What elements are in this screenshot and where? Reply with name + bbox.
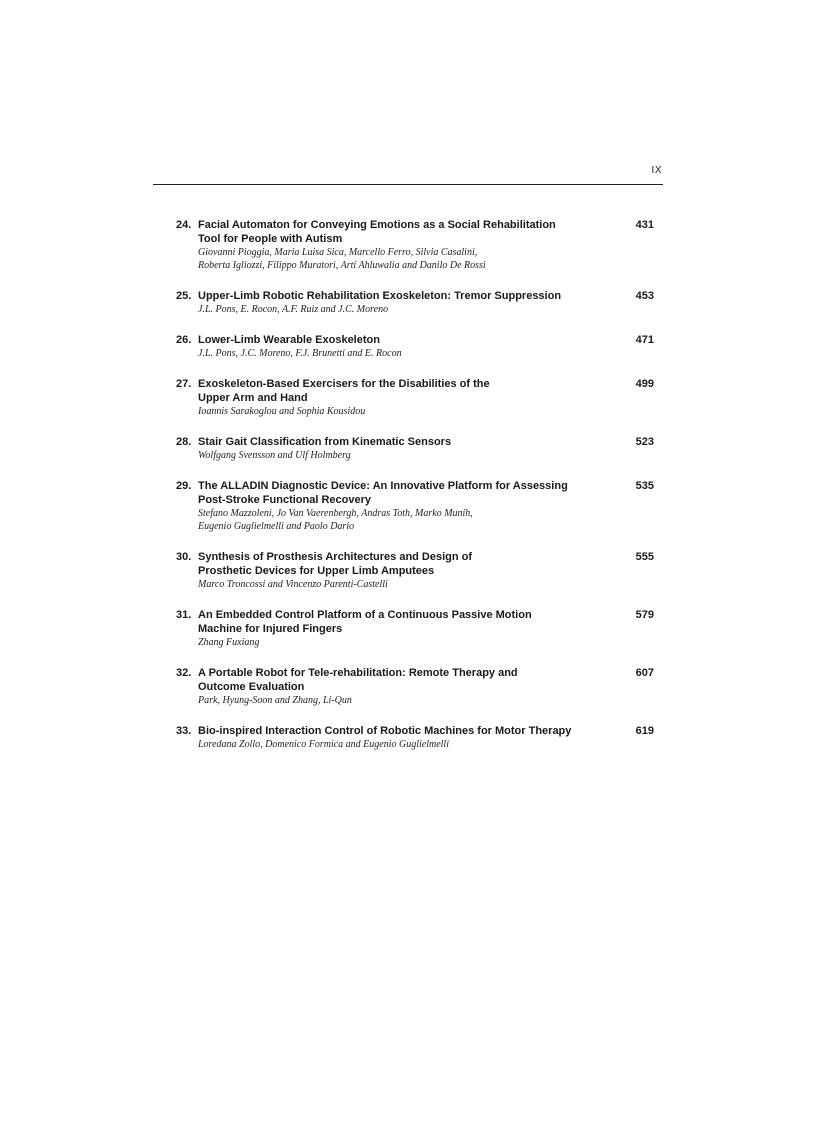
toc-entry-title (176, 333, 626, 347)
toc-entry-number: 27. (176, 378, 192, 390)
toc-entry-author-line: Wolfgang Svensson and Ulf Holmberg (198, 450, 351, 461)
toc-entry-title-text: Upper Arm and Hand (198, 392, 308, 404)
toc-entry-title-line (176, 622, 626, 636)
toc-entry-title (176, 218, 626, 246)
toc-entry-title (176, 666, 626, 694)
toc-entry-author-line: Giovanni Pioggia, Maria Luisa Sica, Marcello Ferro, Silvia Casalini, (198, 247, 478, 258)
toc-entry-title-line (176, 218, 626, 232)
toc-entry-number: 30. (176, 551, 192, 563)
toc-entry-page-number: 499 (635, 378, 654, 390)
toc-entry-page-number: 431 (635, 219, 654, 231)
toc-entry-authors (176, 578, 658, 591)
toc-entry-author-line: Roberta Igliozzi, Filippo Muratori, Arti Ahluwalia and Danilo De Rossi (198, 260, 486, 271)
toc-entry-title-line (176, 608, 626, 622)
toc-entry-title-line (176, 493, 626, 507)
toc-entry-page-number: 607 (635, 667, 654, 679)
toc-entry[interactable] (176, 666, 658, 707)
toc-entry-page-number: 523 (635, 436, 654, 448)
toc-entry-title-line (176, 232, 626, 246)
header-rule (153, 184, 663, 185)
toc-entry[interactable] (176, 479, 658, 533)
toc-entry-author-line: J.L. Pons, J.C. Moreno, F.J. Brunetti and E. Rocon (198, 348, 402, 359)
toc-entry-page-number: 453 (635, 290, 654, 302)
toc-entry-number: 24. (176, 219, 192, 231)
toc-entry-title-line (176, 377, 626, 391)
toc-entry-title (176, 435, 626, 449)
toc-entry-title-text: Synthesis of Prosthesis Architectures and Design of (198, 551, 473, 563)
toc-entry-title (176, 377, 626, 405)
toc-entry-author-line: J.L. Pons, E. Rocon, A.F. Ruiz and J.C. Moreno (198, 304, 389, 315)
toc-entry-title-text: Tool for People with Autism (198, 233, 343, 245)
toc-entry-author-line: Stefano Mazzoleni, Jo Van Vaerenbergh, Andras Toth, Marko Munih, (198, 508, 473, 519)
toc-entry-title-line (176, 289, 626, 303)
toc-entry[interactable] (176, 550, 658, 591)
toc-entry-author-line: Ioannis Sarakoglou and Sophia Kousidou (198, 406, 366, 417)
toc-entry-title-text: Prosthetic Devices for Upper Limb Amputees (198, 565, 435, 577)
toc-entry-author-line: Zhang Fuxiang (198, 637, 260, 648)
toc-entry-authors (176, 738, 658, 751)
toc-entry[interactable] (176, 724, 658, 751)
toc-entry-number: 32. (176, 667, 192, 679)
toc-entry[interactable] (176, 608, 658, 649)
toc-entry-title-text: An Embedded Control Platform of a Continuous Passive Motion (198, 609, 532, 621)
toc-entry-title-text: Stair Gait Classification from Kinematic Sensors (198, 436, 452, 448)
toc-entry-authors (176, 507, 658, 533)
toc-entry-page-number: 619 (635, 725, 654, 737)
toc-entry-title-text: Facial Automaton for Conveying Emotions as a Social Rehabilitation (198, 219, 556, 231)
toc-entry[interactable] (176, 218, 658, 272)
toc-entry-page-number: 579 (635, 609, 654, 621)
toc-entry-title-text: Post-Stroke Functional Recovery (198, 494, 371, 506)
toc-entry-title-text: Outcome Evaluation (198, 681, 305, 693)
toc-entry-number: 25. (176, 290, 192, 302)
toc-entry-title (176, 289, 626, 303)
toc-entry-author-line: Marco Troncossi and Vincenzo Parenti-Castelli (198, 579, 388, 590)
toc-entry-title-line (176, 564, 626, 578)
toc-entry-authors (176, 405, 658, 418)
toc-entry-authors (176, 246, 658, 272)
toc-entry-author-line: Loredana Zollo, Domenico Formica and Eugenio Guglielmelli (198, 739, 449, 750)
toc-entry[interactable] (176, 377, 658, 418)
toc-entry-number: 26. (176, 334, 192, 346)
page-number: IX (651, 165, 662, 176)
toc-entry-title (176, 550, 626, 578)
toc-entry-title-text: A Portable Robot for Tele-rehabilitation: Remote Therapy and (198, 667, 518, 679)
toc-entry-title-text: Machine for Injured Fingers (198, 623, 343, 635)
toc-entry-title-line (176, 435, 626, 449)
toc-entry-number: 31. (176, 609, 192, 621)
toc-entry[interactable] (176, 435, 658, 462)
toc-entry-title-text: The ALLADIN Diagnostic Device: An Innovative Platform for Assessing (198, 480, 568, 492)
toc-entry-number: 29. (176, 480, 192, 492)
toc-entry-title (176, 479, 626, 507)
toc-entry-authors (176, 303, 658, 316)
toc-entry-title-line (176, 666, 626, 680)
toc-entry-title-text: Bio-inspired Interaction Control of Robotic Machines for Motor Therapy (198, 725, 572, 737)
toc-entry-authors (176, 347, 658, 360)
toc-entry-title-line (176, 550, 626, 564)
toc-entry[interactable] (176, 333, 658, 360)
toc-entry-number: 28. (176, 436, 192, 448)
toc-entry-page-number: 555 (635, 551, 654, 563)
toc-entry-number: 33. (176, 725, 192, 737)
toc-entry-title (176, 608, 626, 636)
toc-entry-authors (176, 636, 658, 649)
toc-entry-title-line (176, 680, 626, 694)
toc-entry[interactable] (176, 289, 658, 316)
toc-entry-author-line: Eugenio Guglielmelli and Paolo Dario (198, 521, 355, 532)
toc-entry-title-line (176, 479, 626, 493)
toc-entry-author-line: Park, Hyung-Soon and Zhang, Li-Qun (198, 695, 352, 706)
toc-entry-title-text: Exoskeleton-Based Exercisers for the Disabilities of the (198, 378, 490, 390)
toc-entry-title (176, 724, 626, 738)
toc-entry-title-text: Upper-Limb Robotic Rehabilitation Exoskeleton: Tremor Suppression (198, 290, 562, 302)
table-of-contents (176, 218, 658, 751)
toc-entry-page-number: 535 (635, 480, 654, 492)
toc-entry-title-text: Lower-Limb Wearable Exoskeleton (198, 334, 380, 346)
toc-entry-authors (176, 694, 658, 707)
toc-entry-title-line (176, 724, 626, 738)
toc-entry-authors (176, 449, 658, 462)
toc-entry-page-number: 471 (635, 334, 654, 346)
toc-entry-title-line (176, 391, 626, 405)
toc-entry-title-line (176, 333, 626, 347)
